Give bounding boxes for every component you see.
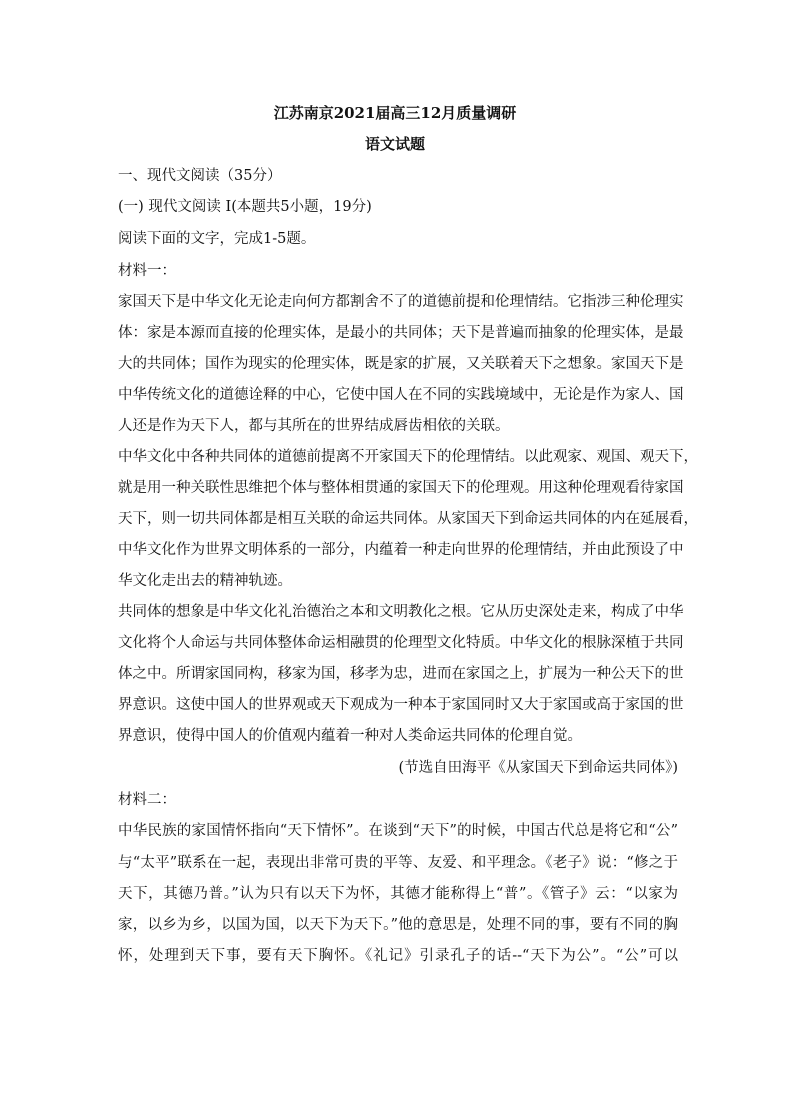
material1-line: 华文化走出去的精神轨迹。 (118, 573, 292, 589)
material2-line: 与“太平”联系在一起，表现出非常可贵的平等、友爱、和平理念。《老子》说：“修之于 (118, 855, 678, 871)
material1-line: 家国天下是中华文化无论走向何方都割舍不了的道德前提和伦理情结。它指涉三种伦理实 (118, 294, 684, 310)
material2-label: 材料二： (118, 792, 176, 808)
material1-line: 中华传统文化的道德诠释的中心，它使中国人在不同的实践境域中，无论是作为家人、国 (118, 387, 684, 403)
subsection-heading: (一) 现代文阅读 I(本题共5小题，19分) (118, 199, 372, 215)
material2-line: 天下，其德乃普。”认为只有以天下为怀，其德才能称得上“普”。《管子》云：“以家为 (118, 886, 678, 902)
material1-source: (节选自田海平《从家国天下到命运共同体》) (398, 760, 678, 776)
material2-line: 中华民族的家国情怀指向“天下情怀”。在谈到“天下”的时候，中国古代总是将它和“公” (118, 823, 678, 839)
material1-line: 人还是作为天下人，都与其所在的世界结成唇齿相依的关联。 (118, 418, 510, 434)
material1-line: 体之中。所谓家国同构，移家为国，移孝为忠，进而在家国之上，扩展为一种公天下的世 (118, 666, 684, 682)
instruction-text: 阅读下面的文字，完成1-5题。 (118, 231, 316, 247)
material1-line: 就是用一种关联性思维把个体与整体相贯通的家国天下的伦理观。用这种伦理观看待家国 (118, 480, 684, 496)
material1-line: 体：家是本源而直接的伦理实体，是最小的共同体；天下是普遍而抽象的伦理实体，是最 (118, 325, 684, 341)
material2-line: 怀，处理到天下事，要有天下胸怀。《礼记》引录孔子的话--“天下为公”。“公”可以 (118, 948, 678, 964)
material2-line: 家，以乡为乡，以国为国，以天下为天下。”他的意思是，处理不同的事，要有不同的胸 (118, 917, 678, 933)
material1-line: 界意识。这使中国人的世界观或天下观成为一种本于家国同时又大于家国或高于家国的世 (118, 697, 684, 713)
material1-line: 界意识，使得中国人的价值观内蕴着一种对人类命运共同体的伦理自觉。 (118, 728, 582, 744)
exam-subtitle: 语文试题 (364, 135, 425, 153)
material1-line: 中华文化作为世界文明体系的一部分，内蕴着一种走向世界的伦理情结，并由此预设了中 (118, 542, 684, 558)
material1-line: 天下，则一切共同体都是相互关联的命运共同体。从家国天下到命运共同体的内在延展看， (118, 511, 698, 527)
material1-line: 文化将个人命运与共同体整体命运相融贯的伦理型文化特质。中华文化的根脉深植于共同 (118, 635, 684, 651)
material1-line: 中华文化中各种共同体的道德前提离不开家国天下的伦理情结。以此观家、观国、观天下， (118, 449, 698, 465)
material1-line: 大的共同体；国作为现实的伦理实体，既是家的扩展，又关联着天下之想象。家国天下是 (118, 356, 684, 372)
section-heading: 一、现代文阅读（35分） (118, 168, 282, 184)
exam-title: 江苏南京2021届高三12月质量调研 (273, 104, 517, 122)
material1-line: 共同体的想象是中华文化礼治德治之本和文明教化之根。它从历史深处走来，构成了中华 (118, 604, 684, 620)
material1-label: 材料一： (118, 263, 176, 279)
